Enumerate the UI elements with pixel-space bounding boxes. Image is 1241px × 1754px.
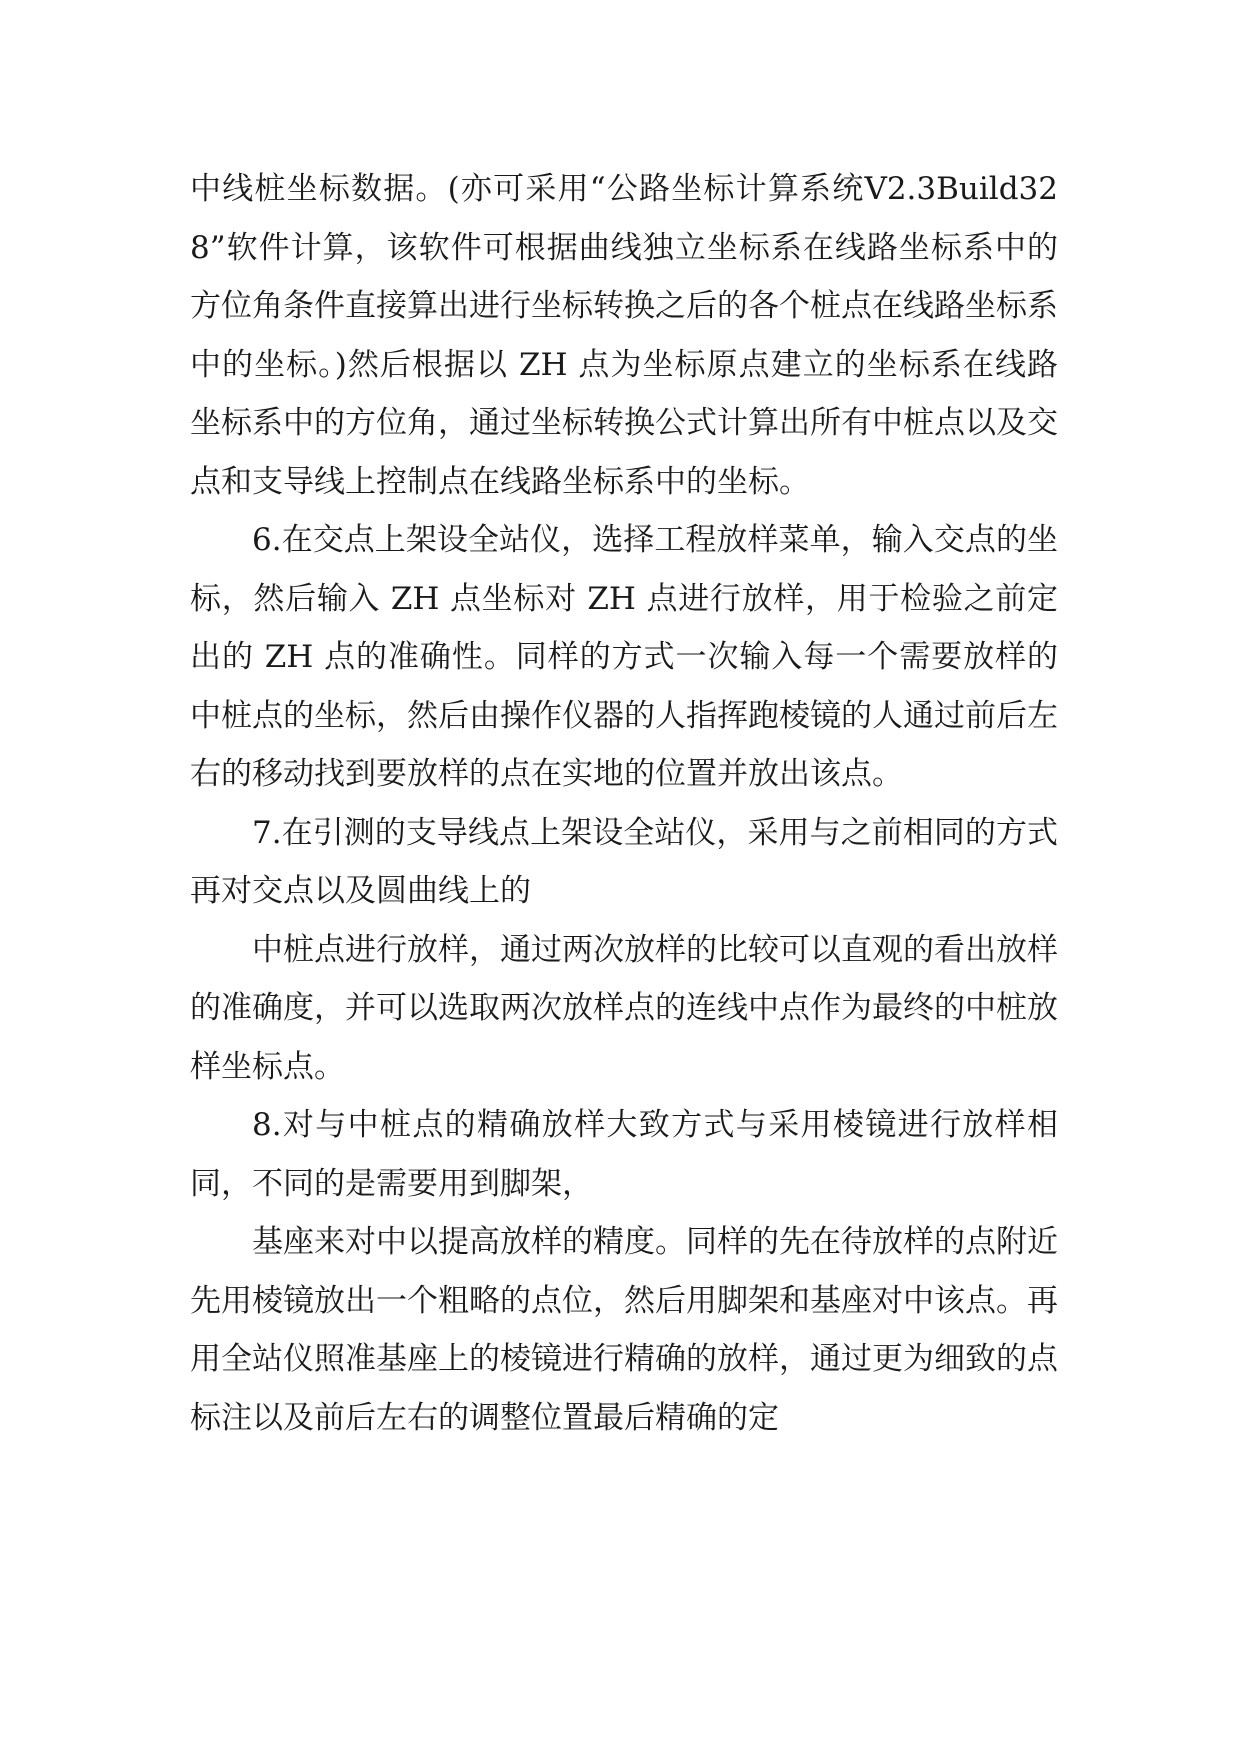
paragraph-step-8: 8.对与中桩点的精确放样大致方式与采用棱镜进行放样相同，不同的是需要用到脚架， <box>190 1107 1058 1202</box>
paragraph-step-7-continued: 中桩点进行放样，通过两次放样的比较可以直观的看出放样的准确度，并可以选取两次放样点的连线中点作为最终的中桩放样坐标点。 <box>190 931 1058 1085</box>
document-body <box>190 160 1058 1447</box>
paragraph-step-7: 7.在引测的支导线点上架设全站仪，采用与之前相同的方式再对交点以及圆曲线上的 <box>190 814 1058 909</box>
paragraph-coordinate-data: 中线桩坐标数据。(亦可采用“公路坐标计算系统V2.3Build328”软件计算，该软件可根据曲线独立坐标系在线路坐标系中的方位角条件直接算出进行坐标转换之后的各个桩点在线路坐标系中的坐标。)然后根据以 ZH 点为坐标原点建立的坐标系在线路坐标系中的方位角，通过坐标转换公式计算出所有中桩点以及交点和支导线上控制点在线路坐标系中的坐标。 <box>190 171 1058 500</box>
paragraph-step-8-continued: 基座来对中以提高放样的精度。同样的先在待放样的点附近先用棱镜放出一个粗略的点位，然后用脚架和基座对中该点。再用全站仪照准基座上的棱镜进行精确的放样，通过更为细致的点标注以及前后左右的调整位置最后精确的定 <box>190 1224 1058 1436</box>
paragraph-step-6: 6.在交点上架设全站仪，选择工程放样菜单，输入交点的坐标，然后输入 ZH 点坐标对 ZH 点进行放样，用于检验之前定出的 ZH 点的准确性。同样的方式一次输入每一个需要放样的中桩点的坐标，然后由操作仪器的人指挥跑棱镜的人通过前后左右的移动找到要放样的点在实地的位置并放出该点。 <box>190 522 1058 792</box>
